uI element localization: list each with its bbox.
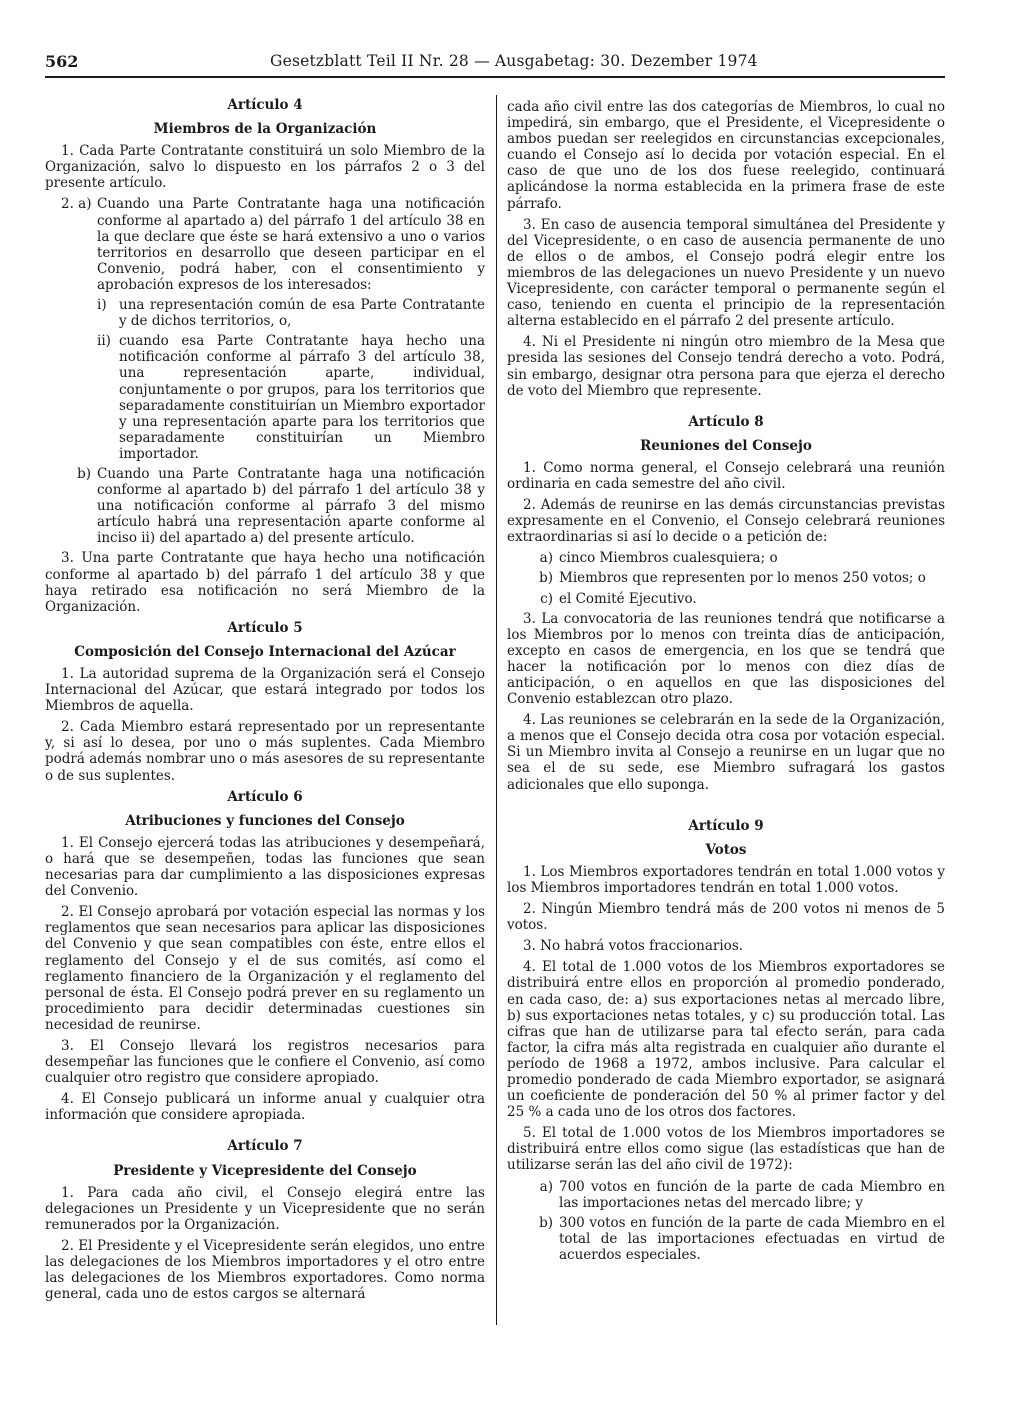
article-7-paragraph-1: 1. Para cada año civil, el Consejo elegirá entre las delegaciones un Presidente y un Vicepresidente que no serán remunerados por la Organización. — [45, 1184, 485, 1233]
article-9-heading: Artículo 9 — [688, 817, 764, 834]
article-7-title: Presidente y Vicepresidente del Consejo — [113, 1162, 417, 1179]
article-7-heading: Artículo 7 — [227, 1138, 303, 1155]
article-8-paragraph-4: 4. Las reuniones se celebrarán en la sede de la Organización, a menos que el Consejo decida otra cosa por votación especial. Si un Miembro invita al Consejo a reunirse en un lugar que no sea el de su sede, ese Miembro sufragará los gastos adicionales que ello suponga. — [507, 712, 945, 793]
list-text: Cuando una Parte Contratante haga una notificación conforme al apartado b) del párrafo 1 del artículo 38 y una notificación conforme al párrafo 3 del mismo artículo habrá una representación aparte conforme al inciso ii) del apartado a) del presente artículo. — [97, 465, 485, 547]
article-7-continuation: cada año civil entre las dos categorías de Miembros, lo cual no impedirá, sin embargo, que el Presidente, el Vicepresidente o ambos puedan ser reelegidos en circunstancias excepcionales, cuando el Consejo así lo decida por votación especial. En el caso de que uno de los dos fuese reelegido, continuará aplicándose la norma establecida en la primera frase de este párrafo. — [507, 99, 945, 212]
list-text: el Comité Ejecutivo. — [559, 590, 697, 607]
list-label: 2. a) — [61, 196, 92, 213]
running-title: Gesetzblatt Teil II Nr. 28 — Ausgabetag: 30. Dezember 1974 — [270, 52, 758, 70]
article-9-item-b — [523, 1215, 945, 1263]
list-label: b) — [539, 1214, 553, 1231]
list-label: b) — [539, 570, 553, 587]
article-7-paragraph-2: 2. El Presidente y el Vicepresidente serán elegidos, uno entre las delegaciones de los Miembros importadores y el otro entre las delegaciones de los Miembros exportadores. Como norma general, cada uno de estos cargos se alternará — [45, 1237, 485, 1303]
article-6-heading: Artículo 6 — [227, 788, 303, 805]
article-8-item-c — [523, 591, 945, 607]
list-label: a) — [539, 1178, 553, 1195]
article-4-paragraph-1: 1. Cada Parte Contratante constituirá un solo Miembro de la Organización, salvo lo dispuesto en los párrafos 2 o 3 del presente artículo. — [45, 143, 485, 192]
list-text: cinco Miembros cualesquiera; o — [559, 550, 778, 567]
list-label: c) — [540, 590, 553, 607]
article-8-item-b — [523, 570, 945, 586]
article-9-item-a — [523, 1179, 945, 1211]
article-7-paragraph-3: 3. En caso de ausencia temporal simultánea del Presidente y del Vicepresidente, o en caso de ausencia permanente de uno de ellos o de ambos, el Consejo podrá elegir entre los miembros de las delegaciones un nuevo Presidente y un nuevo Vicepresidente, con carácter temporal o permanente según el caso, teniendo en cuenta el principio de la representación alterna establecido en el párrafo 2 del presente artículo. — [507, 216, 945, 330]
article-5-paragraph-1: 1. La autoridad suprema de la Organización será el Consejo Internacional del Azúcar, que estará integrado por todos los Miembros de aquella. — [45, 666, 485, 715]
list-label: ii) — [97, 333, 111, 350]
list-text: 700 votos en función de la parte de cada Miembro en las importaciones netas del mercado libre; y — [559, 1178, 945, 1211]
article-4-paragraph-2a — [61, 196, 485, 293]
article-8-heading: Artículo 8 — [688, 413, 764, 430]
article-8-paragraph-2: 2. Además de reunirse en las demás circunstancias previstas expresamente en el Convenio, el Consejo celebrará reuniones extraordinarias si así lo decide o a petición de: — [507, 497, 945, 546]
list-text: 300 votos en función de la parte de cada Miembro en el total de las importaciones efectuadas en virtud de acuerdos especiales. — [559, 1214, 945, 1263]
article-4-item-ii — [97, 333, 485, 462]
right-column — [507, 99, 945, 1267]
article-4-paragraph-3: 3. Una parte Contratante que haya hecho una notificación conforme al apartado b) del párrafo 1 del artículo 38 y que haya retirado esa notificación no será Miembro de la Organización. — [45, 550, 485, 615]
article-6-title: Atribuciones y funciones del Consejo — [125, 812, 405, 829]
article-8-item-a — [523, 550, 945, 566]
article-9-title: Votos — [705, 841, 747, 858]
left-column — [45, 97, 485, 1307]
list-text: una representación común de esa Parte Contratante y de dichos territorios, o, — [119, 297, 485, 330]
article-9-paragraph-5: 5. El total de 1.000 votos de los Miembros importadores se distribuirá entre ellos como sigue (las estadísticas que han de utilizarse serán las del año civil de 1972): — [507, 1125, 945, 1174]
article-9-paragraph-3: 3. No habrá votos fraccionarios. — [523, 938, 744, 955]
article-8-title: Reuniones del Consejo — [640, 437, 812, 454]
article-4-heading: Artículo 4 — [227, 97, 303, 113]
article-7-paragraph-4: 4. Ni el Presidente ni ningún otro miembro de la Mesa que presida las sesiones del Consejo tendrá derecho a voto. Podrá, sin embargo, designar otra persona para que ejerza el derecho de voto del Miembro que represente. — [507, 334, 945, 399]
list-label: i) — [97, 297, 107, 314]
article-4-title: Miembros de la Organización — [153, 121, 377, 138]
article-4-item-b — [61, 466, 485, 546]
article-5-title: Composición del Consejo Internacional del Azúcar — [74, 643, 456, 660]
article-6-paragraph-4: 4. El Consejo publicará un informe anual y cualquier otra información que considere apropiada. — [45, 1091, 485, 1124]
list-text: Miembros que representen por lo menos 250 votos; o — [559, 570, 926, 587]
article-9-paragraph-2: 2. Ningún Miembro tendrá más de 200 votos ni menos de 5 votos. — [507, 901, 945, 934]
article-6-paragraph-3: 3. El Consejo llevará los registros necesarios para desempeñar las funciones que le confiere el Convenio, así como cualquier otro registro que considere apropiado. — [45, 1037, 485, 1087]
article-5-paragraph-2: 2. Cada Miembro estará representado por un representante y, si así lo desea, por uno o más suplentes. Cada Miembro podrá además nombrar uno o más asesores de su representante o de sus suplentes. — [45, 719, 486, 784]
article-5-heading: Artículo 5 — [227, 619, 303, 636]
list-label: a) — [539, 550, 553, 567]
column-divider — [496, 95, 497, 1325]
article-6-paragraph-1: 1. El Consejo ejercerá todas las atribuciones y desempeñará, o hará que se desempeñen, todas las funciones que sean necesarias para dar cumplimiento a las disposiciones expresas del Convenio. — [45, 834, 485, 900]
page-header — [45, 52, 945, 78]
page-number: 562 — [45, 52, 79, 71]
article-8-paragraph-3: 3. La convocatoria de las reuniones tendrá que notificarse a los Miembros por lo menos con treinta días de anticipación, excepto en casos de emergencia, en los que se tendrá que hacer la notificación por lo menos con diez días de anticipación, o en aquellos en que las disposiciones del Convenio establezcan otro plazo. — [507, 610, 945, 708]
article-9-paragraph-1: 1. Los Miembros exportadores tendrán en total 1.000 votos y los Miembros importadores tendrán en total 1.000 votos. — [507, 863, 945, 896]
article-8-paragraph-1: 1. Como norma general, el Consejo celebrará una reunión ordinaria en cada semestre del año civil. — [507, 459, 945, 492]
list-label: b) — [77, 465, 91, 482]
list-text: cuando esa Parte Contratante haya hecho una notificación conforme al párrafo 3 del artículo 38, una representación aparte, individual, conjuntamente o por grupos, para los territorios que separadamente constituirían un Miembro exportador y una representación aparte para los territorios que separadamente constituirían un Miembro importador. — [119, 333, 485, 462]
article-6-paragraph-2: 2. El Consejo aprobará por votación especial las normas y los reglamentos que sean necesarios para aplicar las disposiciones del Convenio y que sean compatibles con éste, entre ellos el reglamento del Consejo y el de sus comités, así como el reglamento financiero de la Organización y el reglamento del personal de ésta. El Consejo podrá prever en su reglamento un procedimiento para decidir determinadas cuestiones sin necesidad de reunirse. — [45, 904, 485, 1033]
article-9-paragraph-4: 4. El total de 1.000 votos de los Miembros exportadores se distribuirá entre ellos en proporción al promedio ponderado, en cada caso, de: a) sus exportaciones netas al mercado libre, b) sus exportaciones netas totales, y c) su producción total. Las cifras que han de utilizarse para tal efecto serán, para cada factor, la cifra más alta registrada en cualquier año durante el período de 1968 a 1972, ambos inclusive. Para calcular el promedio ponderado de cada Miembro exportador, se asignará un coeficiente de ponderación del 50 % al primer factor y del 25 % a cada uno de los otros dos factores. — [507, 959, 945, 1121]
list-text: Cuando una Parte Contratante haga una notificación conforme al apartado a) del párrafo 1 del artículo 38 en la que declare que éste se hará extensivo a uno o varios territorios en desarrollo que deseen participar en el Convenio, podrá haber, con el consentimiento y aprobación expresos de los interesados: — [97, 196, 485, 293]
article-4-item-i — [97, 297, 485, 329]
